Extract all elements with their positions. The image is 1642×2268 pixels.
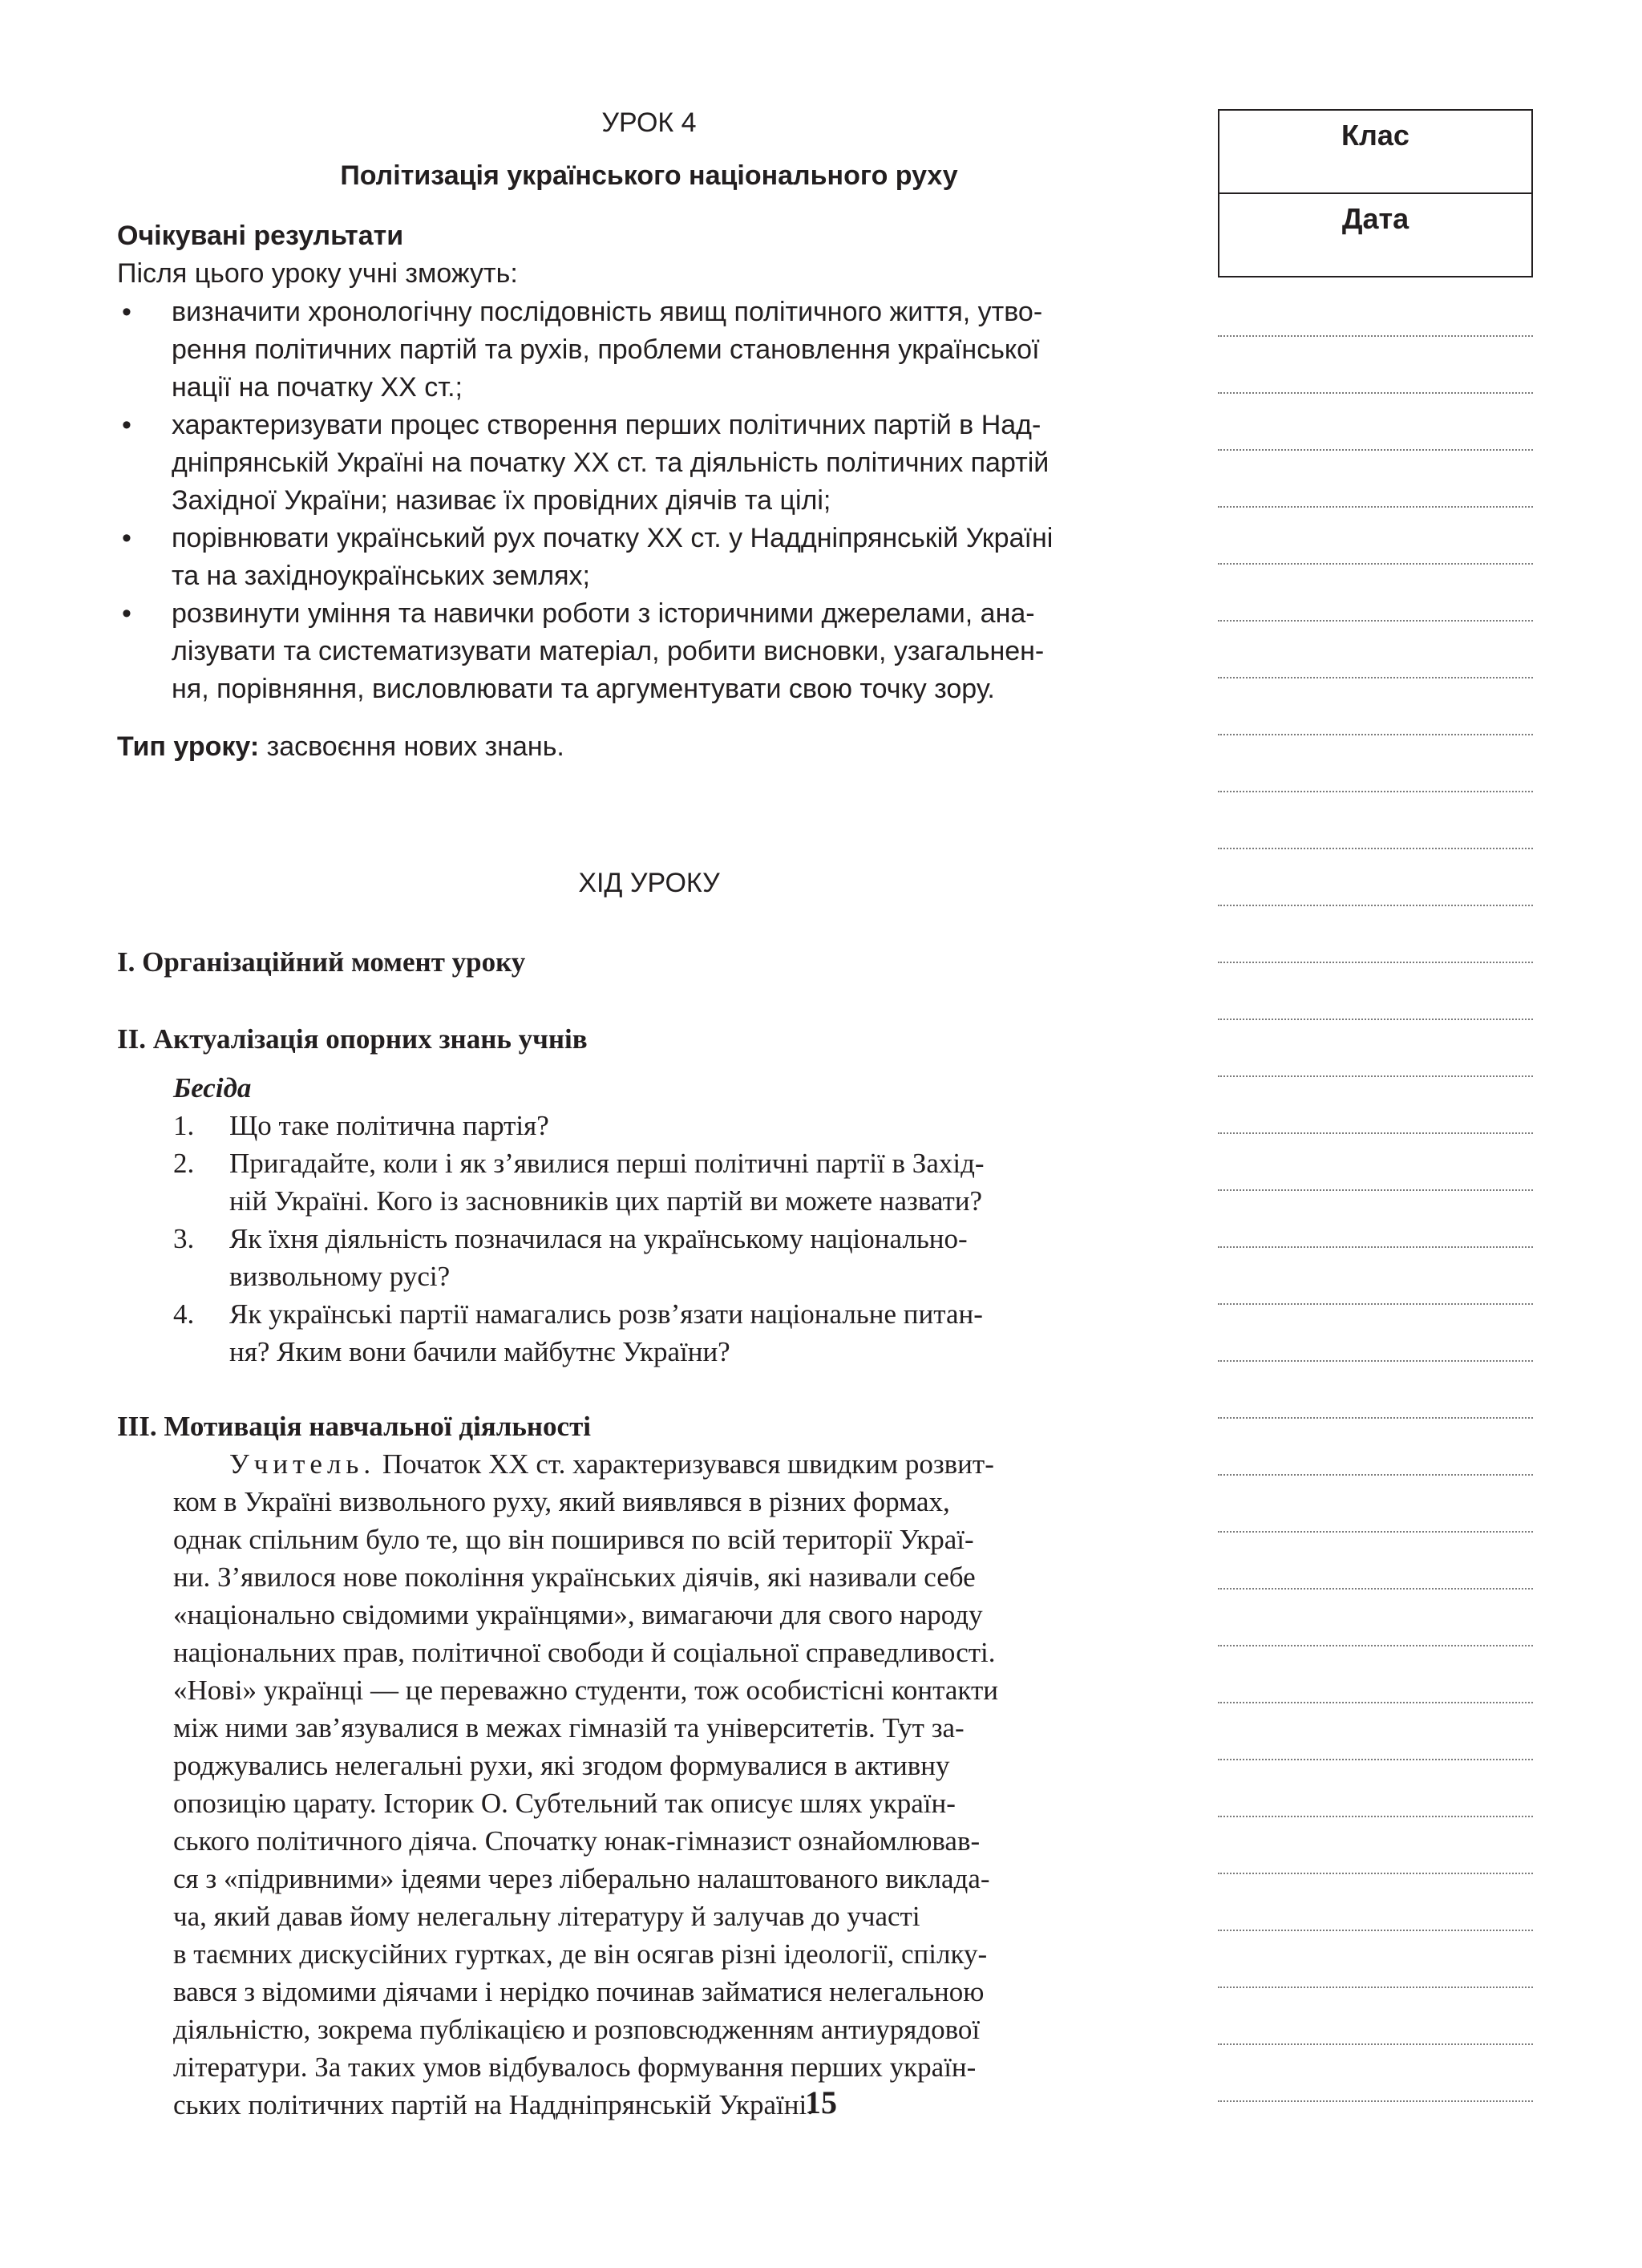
teacher-text xyxy=(173,1445,1181,2124)
question-number: 3. xyxy=(173,1223,195,1254)
outcome-line: • характеризувати процес створення перших політичних партій в Над- xyxy=(172,410,1041,440)
section-motivation: ІІІ. Мотивація навчальної діяльності xyxy=(117,1411,592,1442)
note-line[interactable] xyxy=(1218,1417,1533,1419)
teacher-line: ча, який давав йому нелегальну літературу й залучав до участі xyxy=(173,1901,920,1932)
question-item xyxy=(117,1107,1181,1144)
outcomes-list xyxy=(117,294,1181,708)
outcome-line: рення політичних партій та рухів, проблеми становлення української xyxy=(172,334,1040,365)
teacher-line: ком в Україні визвольного руху, який виявлявся в різних формах, xyxy=(173,1486,950,1517)
note-line[interactable] xyxy=(1218,677,1533,678)
note-line[interactable] xyxy=(1218,1360,1533,1362)
note-line[interactable] xyxy=(1218,1531,1533,1533)
question-line: Як їхня діяльність позначилася на українському національно- xyxy=(229,1223,968,1254)
question-item xyxy=(117,1144,1181,1220)
question-item xyxy=(117,1295,1181,1371)
outcome-item xyxy=(117,407,1181,520)
conversation-label: Бесіда xyxy=(173,1072,252,1104)
question-number: 1. xyxy=(173,1110,195,1141)
teacher-label: Учитель. xyxy=(229,1448,376,1480)
lesson-type xyxy=(117,728,1181,766)
outcome-item xyxy=(117,520,1181,595)
outcomes-heading: Очікувані результати xyxy=(117,221,404,251)
teacher-line: опозицію царату. Історик О. Субтельний так описує шлях україн- xyxy=(173,1788,956,1819)
section-organizational: І. Організаційний момент уроку xyxy=(117,946,526,978)
question-number: 2. xyxy=(173,1148,195,1179)
note-line[interactable] xyxy=(1218,2043,1533,2045)
question-item xyxy=(117,1220,1181,1295)
note-line[interactable] xyxy=(1218,1246,1533,1248)
question-line: Що таке політична партія? xyxy=(229,1110,549,1141)
note-line[interactable] xyxy=(1218,1303,1533,1305)
teacher-line: національних прав, політичної свободи й соціальної справедливості. xyxy=(173,1637,996,1668)
question-number: 4. xyxy=(173,1298,195,1330)
outcome-line: дніпрянській Україні на початку ХХ ст. та діяльність політичних партій xyxy=(172,448,1050,478)
teacher-line: ських політичних партій на Наддніпрянській Україні. xyxy=(173,2089,814,2120)
outcome-line: та на західноукраїнських землях; xyxy=(172,561,591,591)
lesson-title: Політизація українського національного руху xyxy=(340,160,958,191)
note-line[interactable] xyxy=(1218,1474,1533,1476)
note-line[interactable] xyxy=(1218,1132,1533,1134)
class-date-box xyxy=(1218,109,1533,277)
outcome-line: нації на початку ХХ ст.; xyxy=(172,372,463,403)
teacher-line: в таємних дискусійних гуртках, де він осягав різні ідеології, спілку- xyxy=(173,1938,988,1970)
teacher-line: «Нові» українці — це переважно студенти, тож особистісні контакти xyxy=(173,1675,998,1706)
note-line[interactable] xyxy=(1218,620,1533,622)
questions-list xyxy=(117,1107,1181,1371)
outcome-line: ня, порівняння, висловлювати та аргументувати свою точку зору. xyxy=(172,674,995,704)
outcome-item xyxy=(117,595,1181,708)
question-line: Як українські партії намагались розв’язати національне питан- xyxy=(229,1298,983,1330)
teacher-line: між ними зав’язувалися в межах гімназій та університетів. Тут за- xyxy=(173,1712,965,1744)
outcome-item xyxy=(117,294,1181,407)
note-line[interactable] xyxy=(1218,1189,1533,1191)
note-line[interactable] xyxy=(1218,1645,1533,1646)
teacher-line: діяльністю, зокрема публікацією и розповсюдженням антиурядової xyxy=(173,2014,981,2045)
teacher-line: однак спільним було те, що він поширився по всій території Украї- xyxy=(173,1524,974,1555)
note-line[interactable] xyxy=(1218,734,1533,735)
outcome-line: • розвинути уміння та навички роботи з історичними джерелами, ана- xyxy=(172,598,1035,629)
question-line: визвольному русі? xyxy=(229,1261,451,1292)
note-line[interactable] xyxy=(1218,1873,1533,1874)
note-line[interactable] xyxy=(1218,1930,1533,1931)
note-line[interactable] xyxy=(1218,1816,1533,1817)
lesson-number: УРОК 4 xyxy=(601,107,697,138)
teacher-line: вався з відомими діячами і нерідко починав займатися нелегальною xyxy=(173,1976,985,2007)
teacher-line: роджувались нелегальні рухи, які згодом формувалися в активну xyxy=(173,1750,950,1781)
outcome-line: лізувати та систематизувати матеріал, робити висновки, узагальнен- xyxy=(172,636,1045,666)
teacher-line-text: Початок ХХ ст. характеризувався швидким розвит- xyxy=(375,1448,994,1480)
section-actualization: ІІ. Актуалізація опорних знань учнів xyxy=(117,1023,588,1055)
teacher-line: літератури. За таких умов відбувалось формування перших україн- xyxy=(173,2051,977,2083)
note-line[interactable] xyxy=(1218,962,1533,963)
question-line: ній Україні. Кого із засновників цих партій ви можете назвати? xyxy=(229,1185,983,1217)
lesson-type-value: засвоєння нових знань. xyxy=(266,731,564,762)
note-line[interactable] xyxy=(1218,392,1533,394)
teacher-line: ського політичного діяча. Спочатку юнак-гімназист ознайомлював- xyxy=(173,1825,981,1857)
note-line[interactable] xyxy=(1218,563,1533,565)
note-line[interactable] xyxy=(1218,449,1533,451)
question-line: ня? Яким вони бачили майбутнє України? xyxy=(229,1336,730,1367)
course-heading: ХІД УРОКУ xyxy=(578,868,720,898)
note-line[interactable] xyxy=(1218,506,1533,508)
note-line[interactable] xyxy=(1218,848,1533,849)
teacher-line: ся з «підривними» ідеями через ліберально налаштованого виклада- xyxy=(173,1863,990,1894)
lesson-type-label: Тип уроку: xyxy=(117,731,260,762)
note-line[interactable] xyxy=(1218,1759,1533,1760)
note-line[interactable] xyxy=(1218,1075,1533,1077)
note-line[interactable] xyxy=(1218,1702,1533,1703)
outcome-line: • визначити хронологічну послідовність явищ політичного життя, утво- xyxy=(172,297,1043,327)
note-line[interactable] xyxy=(1218,1019,1533,1020)
note-line[interactable] xyxy=(1218,905,1533,906)
teacher-line xyxy=(173,1445,1181,1483)
teacher-line: ни. З’явилося нове покоління українських діячів, які називали себе xyxy=(173,1561,976,1593)
date-cell[interactable]: Дата xyxy=(1341,202,1409,235)
note-line[interactable] xyxy=(1218,1588,1533,1590)
note-line[interactable] xyxy=(1218,335,1533,337)
teacher-line: «національно свідомими українцями», вимагаючи для свого народу xyxy=(173,1599,983,1630)
class-cell[interactable]: Клас xyxy=(1219,111,1531,194)
page-number: 15 xyxy=(805,2084,837,2120)
question-line: Пригадайте, коли і як з’явилися перші політичні партії в Захід- xyxy=(229,1148,985,1179)
outcome-line: • порівнювати український рух початку ХХ ст. у Наддніпрянській Україні xyxy=(172,523,1054,553)
outcomes-intro: Після цього уроку учні зможуть: xyxy=(117,258,518,289)
note-line[interactable] xyxy=(1218,1987,1533,1988)
outcome-line: Західної України; називає їх провідних діячів та цілі; xyxy=(172,485,831,516)
note-line[interactable] xyxy=(1218,791,1533,792)
